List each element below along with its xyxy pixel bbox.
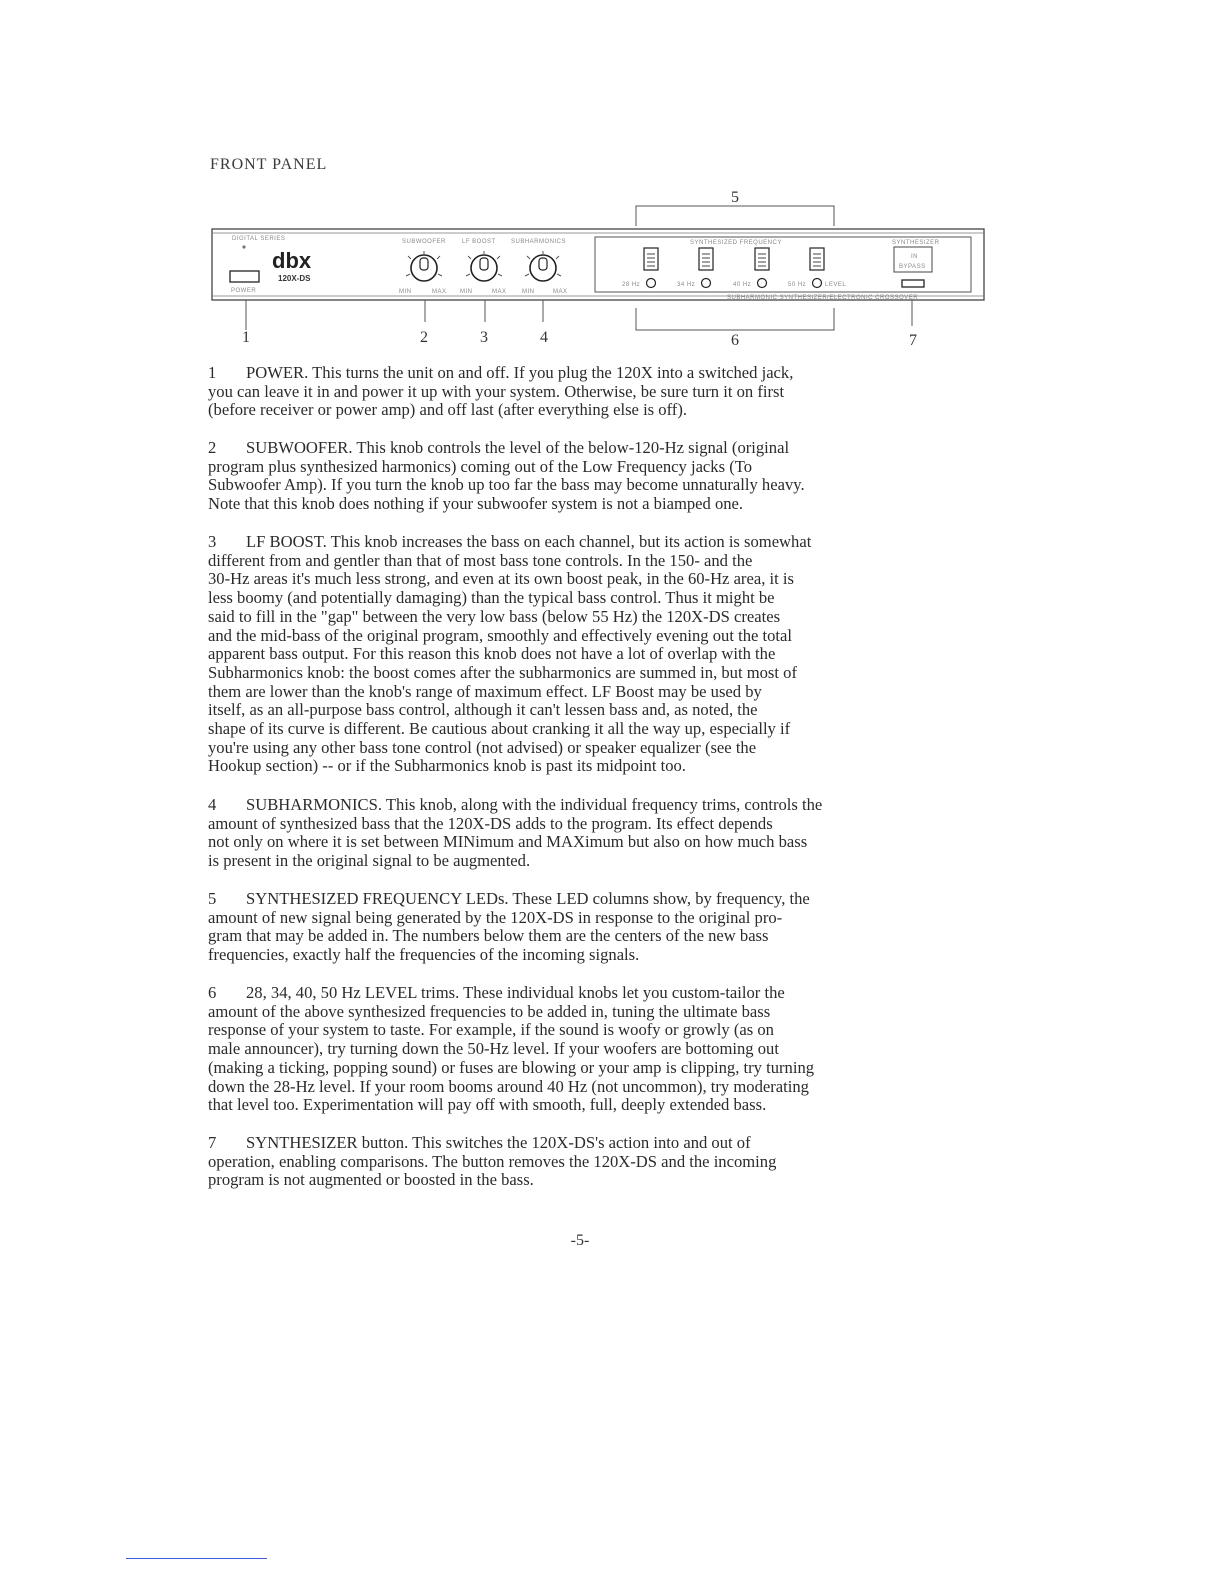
- footnote-rule: [126, 1558, 267, 1559]
- paragraph-number: 4: [208, 795, 217, 814]
- lf-boost-min: MIN: [460, 289, 473, 295]
- paragraph-subwoofer: [208, 439, 988, 514]
- brand-logo: dbx: [272, 248, 312, 273]
- panel-bottom-label: SUBHARMONIC SYNTHESIZER/ELECTRONIC CROSSOVER: [727, 295, 919, 301]
- power-led: [242, 245, 245, 248]
- trim-knob-28[interactable]: [647, 279, 656, 288]
- paragraph-number: 1: [208, 363, 217, 382]
- trim-knob-34[interactable]: [702, 279, 711, 288]
- callout-5: 5: [731, 189, 739, 206]
- synth-in-label: IN: [911, 254, 918, 260]
- model-label: 120X-DS: [278, 274, 311, 283]
- paragraph-lf-boost: [208, 533, 988, 776]
- paragraph-number: 2: [208, 438, 217, 457]
- power-label: POWER: [231, 288, 257, 294]
- led-column-28: [644, 248, 658, 270]
- paragraph-subharmonics: [208, 796, 988, 871]
- lf-boost-knob-label: LF BOOST: [462, 239, 496, 245]
- paragraph-text: SUBHARMONICS. This knob, along with the individual frequency trims, controls the amount of synthesized bass that the 120X-DS adds to the program. Its effect depends not only on where it is set between MINimum and MAXimum but also on how much bass is present in the original signal to be augmented.: [208, 795, 823, 871]
- paragraph-text: SYNTHESIZED FREQUENCY LEDs. These LED columns show, by frequency, the amount of new signal being generated by the 120X-DS in response to the original pro- gram that may be added in. The numbers below them are the centers of the new bass frequencies, exactly half the frequencies of the incoming signals.: [208, 889, 810, 965]
- subharmonics-max: MAX: [553, 289, 568, 295]
- callout-2: 2: [420, 329, 428, 346]
- callout-7: 7: [909, 332, 917, 349]
- led-column-50: [810, 248, 824, 270]
- paragraph-text: SUBWOOFER. This knob controls the level of the below-120-Hz signal (original program plus synthesized harmonics) coming out of the Low Frequency jacks (To Subwoofer Amp). If you turn the knob up too far the bass may become unnaturally heavy. Note that this knob does nothing if your subwoofer system is not a biamped one.: [208, 438, 805, 514]
- led-column-40: [755, 248, 769, 270]
- synth-freq-label: SYNTHESIZED FREQUENCY: [690, 240, 782, 246]
- trim-label-28: 28 Hz: [622, 282, 641, 288]
- trim-knob-50[interactable]: [813, 279, 822, 288]
- synth-button-label: SYNTHESIZER: [892, 240, 940, 246]
- series-label: DIGITAL SERIES: [232, 236, 286, 242]
- callout-3: 3: [480, 329, 488, 346]
- paragraph-level-trims: [208, 984, 988, 1115]
- paragraph-power: [208, 364, 988, 420]
- callout-1: 1: [242, 329, 250, 346]
- callout-6-bracket: [636, 308, 834, 330]
- paragraph-number: 7: [208, 1133, 217, 1152]
- trim-knob-40[interactable]: [758, 279, 767, 288]
- callout-5-bracket: [636, 206, 834, 226]
- paragraph-number: 5: [208, 889, 217, 908]
- paragraph-text: SYNTHESIZER button. This switches the 120X-DS's action into and out of operation, enabling comparisons. The button removes the 120X-DS and the incoming program is not augmented or boosted in the bass.: [208, 1133, 777, 1190]
- callout-6: 6: [731, 332, 739, 349]
- paragraph-text: POWER. This turns the unit on and off. If you plug the 120X into a switched jack, you can leave it in and power it up with your system. Otherwise, be sure turn it on first (before receiver or power amp) and off last (after everything else is off).: [208, 363, 794, 420]
- paragraph-text: 28, 34, 40, 50 Hz LEVEL trims. These individual knobs let you custom-tailor the amount of the above synthesized frequencies to be added in, tuning the ultimate bass response of your system to taste. For example, if the sound is woofy or growly (as on male announcer), try turning down the 50-Hz level. If your woofers are bottoming out (making a ticking, popping sound) or fuses are blowing or your amp is clipping, try turning down the 28-Hz level. If your room booms around 40 Hz (not uncommon), try moderating that level too. Experimentation will pay off with smooth, full, deeply extended bass.: [208, 983, 815, 1115]
- trim-label-50: 50 Hz: [788, 282, 807, 288]
- lf-boost-max: MAX: [492, 289, 507, 295]
- subwoofer-knob-label: SUBWOOFER: [402, 239, 446, 245]
- paragraph-number: 6: [208, 983, 217, 1002]
- paragraph-synth-button: [208, 1134, 988, 1190]
- synthesizer-button[interactable]: [902, 280, 924, 287]
- page-heading: FRONT PANEL: [210, 156, 328, 173]
- subwoofer-max: MAX: [432, 289, 447, 295]
- power-button[interactable]: [230, 271, 259, 282]
- callout-4: 4: [540, 329, 548, 346]
- page-number: -5-: [570, 1232, 590, 1249]
- subharmonics-knob-label: SUBHARMONICS: [511, 239, 567, 245]
- level-label: LEVEL: [825, 282, 847, 288]
- trim-label-34: 34 Hz: [677, 282, 696, 288]
- paragraph-text: LF BOOST. This knob increases the bass on each channel, but its action is somewhat different from and gentler than that of most bass tone controls. In the 150- and the 30-Hz areas it's much less strong, and even at its own boost peak, in the 60-Hz area, it is less boomy (and potentially damaging) than the typical bass control. Thus it might be said to fill in the "gap" between the very low bass (below 55 Hz) the 120X-DS creates and the mid-bass of the original program, smoothly and effectively evening out the total apparent bass output. For this reason this knob does not have a lot of overlap with the Subharmonics knob: the boost comes after the subharmonics are summed in, but most of them are lower than the knob's range of maximum effect. LF Boost may be used by itself, as an all-purpose bass control, although it can't lessen bass and, as noted, the shape of its curve is different. Be cautious about cranking it all the way up, especially if you're using any other bass tone control (not advised) or speaker equalizer (see the Hookup section) -- or if the Subharmonics knob is past its midpoint too.: [208, 532, 812, 776]
- subwoofer-min: MIN: [399, 289, 412, 295]
- front-panel-diagram: [0, 0, 1224, 360]
- paragraph-number: 3: [208, 532, 217, 551]
- synth-bypass-label: BYPASS: [899, 264, 926, 270]
- led-column-34: [699, 248, 713, 270]
- trim-label-40: 40 Hz: [733, 282, 752, 288]
- subharmonics-min: MIN: [522, 289, 535, 295]
- paragraph-synth-leds: [208, 890, 988, 965]
